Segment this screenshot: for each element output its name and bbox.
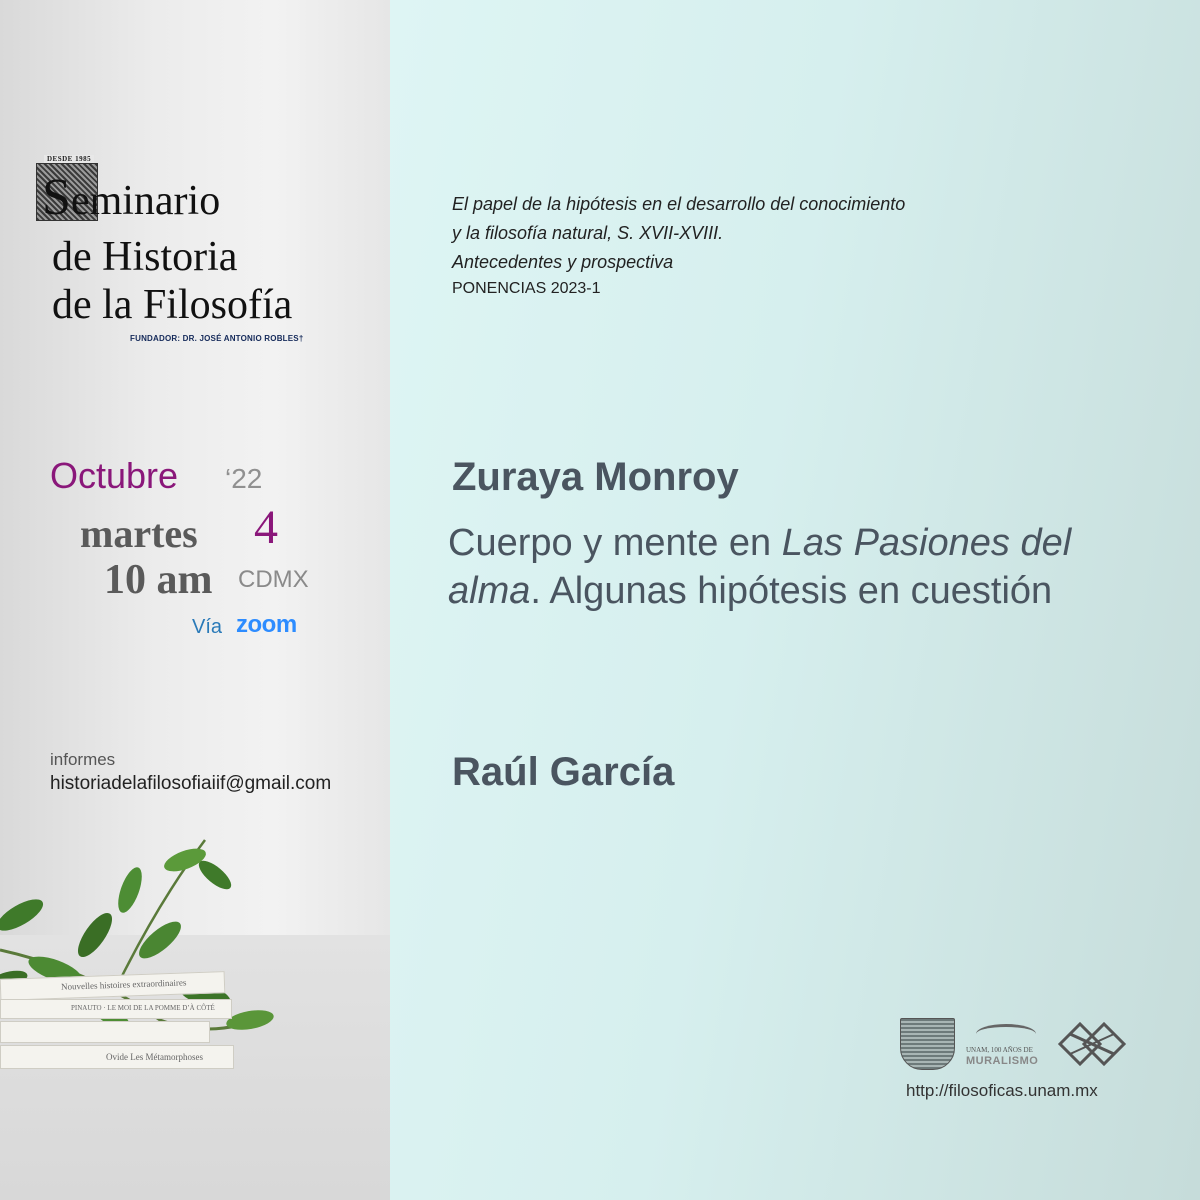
logo-founder: FUNDADOR: DR. JOSÉ ANTONIO ROBLES† (130, 334, 304, 343)
logo-line-1 (42, 169, 221, 226)
muralismo-line-2: MURALISMO (966, 1055, 1039, 1067)
book (0, 1021, 210, 1043)
event-timezone: CDMX (238, 566, 309, 593)
talk-text-part1: Cuerpo y mente en (448, 522, 782, 564)
talk-text-part2: . Algunas hipótesis en cuestión (530, 569, 1053, 612)
website-link[interactable]: http://filosoficas.unam.mx (906, 1081, 1098, 1100)
seminar-topic (452, 190, 1072, 302)
right-panel (390, 0, 1200, 1200)
eagle-icon (976, 1024, 1036, 1044)
institution-logos (900, 1018, 1140, 1072)
speaker-1-talk (448, 520, 1168, 615)
topic-series: PONENCIAS 2023-1 (452, 280, 601, 298)
event-time: 10 am (104, 557, 213, 603)
topic-line-3: Antecedentes y prospectiva (452, 251, 674, 272)
book (0, 1045, 234, 1069)
book-title: Nouvelles histoires extraordinaires (60, 977, 187, 992)
iif-logo-icon (1058, 1022, 1126, 1066)
book (0, 999, 232, 1019)
book (0, 971, 225, 1001)
unam-shield-icon (900, 1018, 955, 1070)
logo-line-3: de la Filosofía (52, 282, 293, 328)
logo-line-1-rest: eminario (70, 178, 221, 224)
book-title: PINAUTO · LE MOI DE LA POMME D’À CÔTÉ (71, 1004, 215, 1012)
event-weekday: martes (80, 511, 198, 556)
via-label: Vía (192, 616, 223, 638)
left-panel (0, 0, 390, 1200)
muralismo-line-1: UNAM, 100 AÑOS DE (966, 1046, 1033, 1054)
topic-line-2: y la filosofía natural, S. XVII-XVIII. (452, 222, 724, 243)
logo-since: DESDE 1985 (44, 155, 94, 163)
talk-work-title: Las Pasiones del alma (448, 522, 1072, 612)
zoom-logo: zoom (236, 611, 297, 638)
book-title: Ovide Les Métamorphoses (106, 1052, 203, 1062)
logo-line-2: de Historia (52, 234, 238, 280)
book-stack (0, 975, 240, 1070)
event-day: 4 (254, 501, 278, 554)
contact-label: informes (50, 750, 116, 769)
speaker-2-name: Raúl García (452, 750, 675, 794)
contact-email[interactable]: historiadelafilosofiaiif@gmail.com (50, 773, 332, 794)
topic-line-1: El papel de la hipótesis en el desarrollo del conocimiento (452, 194, 906, 214)
muralismo-logo (962, 1024, 1050, 1068)
event-month: Octubre (50, 455, 179, 496)
seminario-logo (36, 152, 376, 352)
event-year: ‘22 (225, 463, 263, 494)
speaker-1-name: Zuraya Monroy (452, 455, 739, 499)
logo-initial: S (42, 169, 71, 226)
